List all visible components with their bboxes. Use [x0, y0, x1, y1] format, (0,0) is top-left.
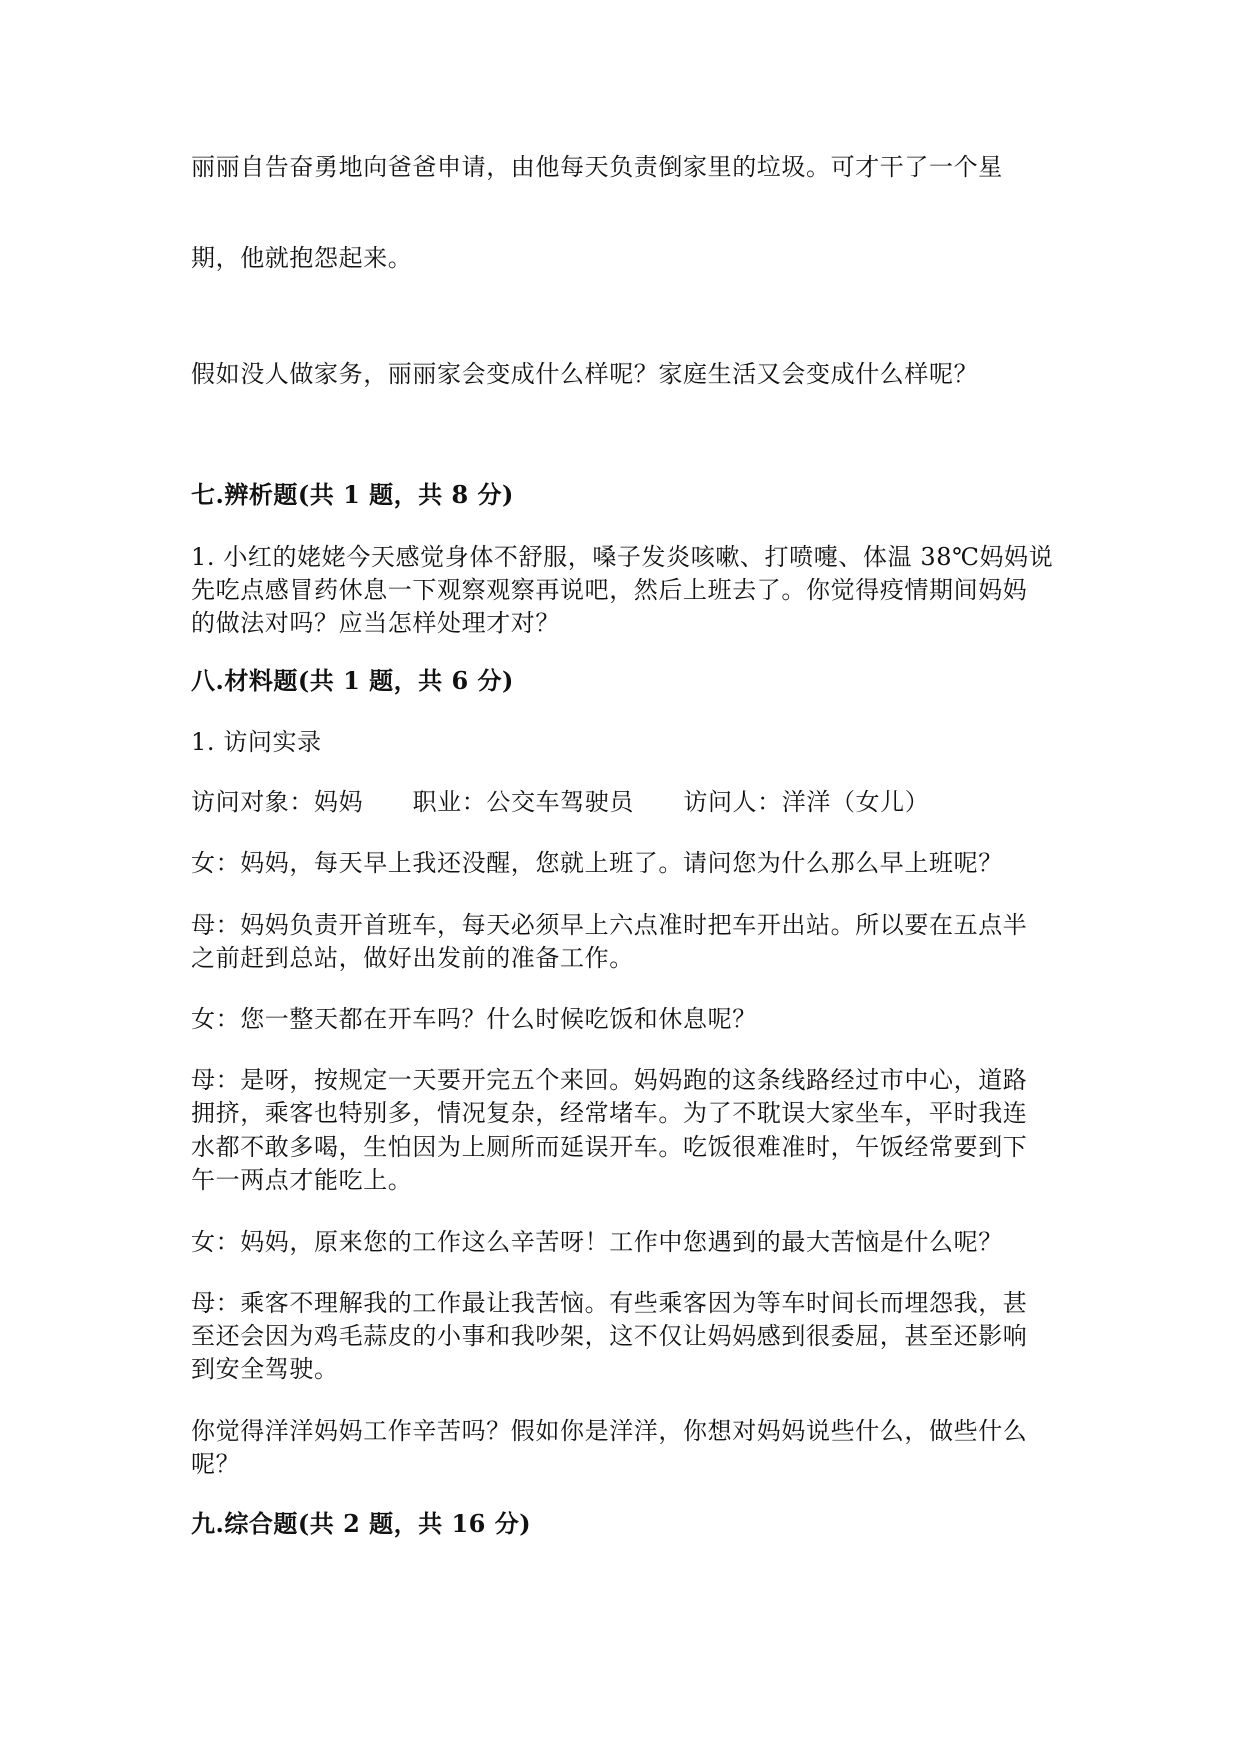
interview-meta: 访问对象：妈妈 职业：公交车驾驶员 访问人：洋洋（女儿）	[191, 788, 930, 816]
section-7-q1-line-2: 先吃点感冒药休息一下观察观察再说吧，然后上班去了。你觉得疫情期间妈妈	[191, 576, 1028, 604]
passage-question: 假如没人做家务，丽丽家会变成什么样呢？家庭生活又会变成什么样呢？	[191, 360, 979, 388]
dialogue-line: 到安全驾驶。	[191, 1355, 339, 1383]
dialogue-line: 母：乘客不理解我的工作最让我苦恼。有些乘客因为等车时间长而埋怨我，甚	[191, 1289, 1028, 1317]
closing-question-line-1: 你觉得洋洋妈妈工作辛苦吗？假如你是洋洋，你想对妈妈说些什么，做些什么	[191, 1417, 1028, 1445]
dialogue-line: 至还会因为鸡毛蒜皮的小事和我吵架，这不仅让妈妈感到很委屈，甚至还影响	[191, 1322, 1028, 1350]
dialogue-line: 拥挤，乘客也特别多，情况复杂，经常堵车。为了不耽误大家坐车，平时我连	[191, 1099, 1028, 1127]
section-7-q1-line-3: 的做法对吗？应当怎样处理才对？	[191, 609, 560, 637]
dialogue-line: 之前赶到总站，做好出发前的准备工作。	[191, 944, 634, 972]
closing-question-line-2: 呢？	[191, 1450, 241, 1478]
dialogue-line: 女：妈妈，每天早上我还没醒，您就上班了。请问您为什么那么早上班呢？	[191, 849, 1003, 877]
dialogue-line: 母：妈妈负责开首班车，每天必须早上六点准时把车开出站。所以要在五点半	[191, 911, 1028, 939]
dialogue-line: 母：是呀，按规定一天要开完五个来回。妈妈跑的这条线路经过市中心，道路	[191, 1066, 1028, 1094]
passage-line-1: 丽丽自告奋勇地向爸爸申请，由他每天负责倒家里的垃圾。可才干了一个星	[191, 153, 1003, 181]
dialogue-line: 水都不敢多喝，生怕因为上厕所而延误开车。吃饭很难准时，午饭经常要到下	[191, 1133, 1028, 1161]
dialogue-line: 女：妈妈，原来您的工作这么辛苦呀！工作中您遇到的最大苦恼是什么呢？	[191, 1228, 1003, 1256]
dialogue-line: 午一两点才能吃上。	[191, 1166, 413, 1194]
section-7-heading: 七.辨析题(共 1 题，共 8 分)	[191, 480, 514, 509]
section-9-heading: 九.综合题(共 2 题，共 16 分)	[191, 1509, 532, 1538]
dialogue-line: 女：您一整天都在开车吗？什么时候吃饭和休息呢？	[191, 1005, 757, 1033]
passage-line-2: 期，他就抱怨起来。	[191, 244, 413, 272]
section-7-q1-line-1: 1. 小红的姥姥今天感觉身体不舒服，嗓子发炎咳嗽、打喷嚏、体温 38℃妈妈说	[191, 543, 1054, 571]
interview-title: 1. 访问实录	[191, 728, 322, 756]
section-8-heading: 八.材料题(共 1 题，共 6 分)	[191, 666, 514, 695]
